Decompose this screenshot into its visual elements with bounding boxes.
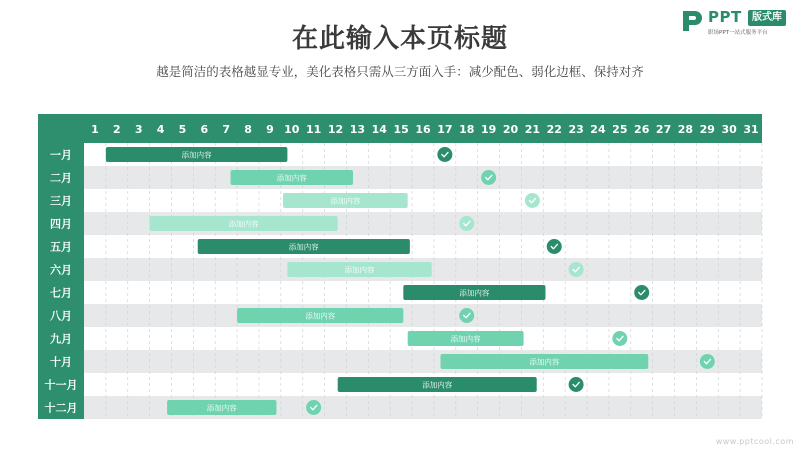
- milestone-check-icon: [459, 308, 474, 323]
- day-tick-label: 15: [393, 123, 409, 136]
- day-tick-label: 10: [284, 123, 300, 136]
- logo-tagline: 职场PPT一站式服务平台: [708, 30, 768, 36]
- gantt-bar-label: 添加内容: [228, 219, 259, 229]
- day-tick-label: 12: [327, 123, 344, 136]
- day-tick-label: 29: [699, 123, 715, 136]
- month-label: 十一月: [44, 378, 78, 392]
- day-tick-label: 30: [721, 123, 737, 136]
- gantt-bar-label: 添加内容: [450, 334, 481, 344]
- day-tick-label: 14: [371, 123, 387, 136]
- day-tick-label: 17: [437, 123, 453, 136]
- day-tick-label: 13: [349, 123, 366, 136]
- gantt-bar-label: 添加内容: [330, 196, 361, 206]
- day-tick-label: 21: [524, 123, 541, 136]
- month-label: 八月: [50, 309, 72, 323]
- day-tick-label: 2: [112, 123, 121, 136]
- month-label: 六月: [50, 263, 72, 277]
- milestone-check-icon: [634, 285, 649, 300]
- milestone-check-icon: [612, 331, 627, 346]
- day-tick-label: 9: [266, 123, 274, 136]
- milestone-check-icon: [547, 239, 562, 254]
- day-tick-label: 11: [305, 123, 322, 136]
- milestone-check-icon: [700, 354, 715, 369]
- day-tick-label: 7: [222, 123, 230, 136]
- milestone-check-icon: [569, 377, 584, 392]
- watermark: www.pptcool.com: [715, 437, 794, 446]
- page-subtitle: 越是简洁的表格越显专业，美化表格只需从三方面入手：减少配色、弱化边框、保持对齐: [156, 64, 644, 79]
- milestone-check-icon: [459, 216, 474, 231]
- day-tick-label: 24: [590, 123, 606, 136]
- month-label: 四月: [50, 217, 72, 231]
- day-tick-label: 6: [200, 123, 209, 136]
- gantt-bar-label: 添加内容: [206, 403, 237, 413]
- gantt-bar-label: 添加内容: [529, 357, 560, 367]
- day-tick-label: 31: [743, 123, 759, 136]
- month-label: 三月: [50, 194, 72, 208]
- month-label: 七月: [50, 286, 72, 300]
- month-label: 十月: [50, 355, 72, 369]
- month-label: 九月: [50, 332, 72, 346]
- logo-badge: 版式库: [748, 10, 786, 26]
- gantt-bar-label: 添加内容: [344, 265, 375, 275]
- day-tick-label: 20: [502, 123, 519, 136]
- day-tick-label: 22: [546, 123, 562, 136]
- month-label: 五月: [50, 240, 72, 254]
- milestone-check-icon: [481, 170, 496, 185]
- day-tick-label: 3: [134, 123, 143, 136]
- logo-brand-text: PPT: [708, 8, 742, 26]
- day-tick-label: 26: [634, 123, 650, 136]
- gantt-bar-label: 添加内容: [276, 173, 307, 183]
- milestone-check-icon: [569, 262, 584, 277]
- day-tick-label: 19: [480, 123, 497, 136]
- milestone-check-icon: [306, 400, 321, 415]
- gantt-bar-label: 添加内容: [422, 380, 453, 390]
- day-tick-label: 25: [612, 123, 628, 136]
- day-tick-label: 5: [178, 123, 187, 136]
- day-tick-label: 1: [91, 123, 99, 136]
- row-stripe: [84, 304, 762, 327]
- day-tick-label: 4: [156, 123, 165, 136]
- month-label: 二月: [50, 171, 72, 185]
- gantt-bar-label: 添加内容: [305, 311, 336, 321]
- page-title: 在此输入本页标题: [291, 24, 508, 54]
- day-tick-label: 23: [568, 123, 584, 136]
- gantt-bar-label: 添加内容: [288, 242, 319, 252]
- month-label: 一月: [50, 148, 72, 162]
- row-stripe: [84, 350, 762, 373]
- day-tick-label: 18: [459, 123, 475, 136]
- gantt-bar-label: 添加内容: [181, 150, 212, 160]
- day-tick-label: 8: [244, 123, 252, 136]
- milestone-check-icon: [437, 147, 452, 162]
- day-tick-label: 28: [677, 123, 694, 136]
- day-tick-label: 27: [655, 123, 672, 136]
- month-label: 十二月: [44, 401, 78, 415]
- milestone-check-icon: [525, 193, 540, 208]
- gantt-bar-label: 添加内容: [459, 288, 490, 298]
- day-tick-label: 16: [415, 123, 431, 136]
- row-stripe: [84, 166, 762, 189]
